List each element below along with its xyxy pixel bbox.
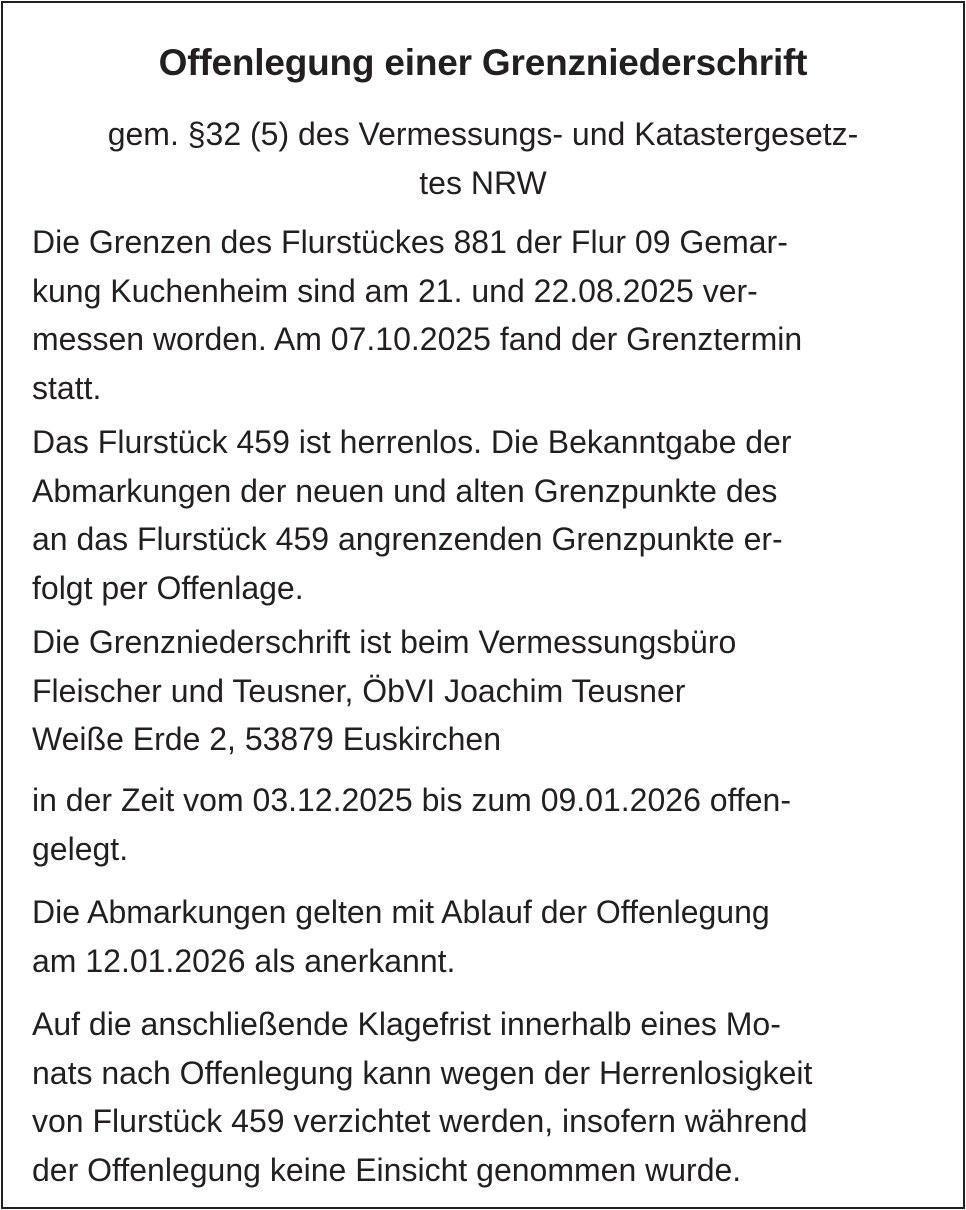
text-line: nats nach Offenlegung kann wegen der Herrenlosigkeit [32,1054,813,1091]
text-line: Die Abmarkungen gelten mit Ablauf der Offenlegung [32,894,770,930]
text-line: folgt per Offenlage. [32,569,304,606]
text-line: kung Kuchenheim sind am 21. und 22.08.2025 ver- [32,272,758,309]
text-line: statt. [32,369,102,406]
text-line: Die Grenzen des Flurstückes 881 der Flur 09 Gemar- [32,224,788,260]
notice-subtitle [40,110,926,208]
text-line: der Offenlegung keine Einsicht genommen wurde. [32,1151,742,1188]
paragraph-appeal-period [32,1000,944,1194]
paragraph-survey-dates [32,218,944,412]
paragraph-office-address [32,618,944,764]
paragraph-ownerless-parcel [32,418,944,612]
text-line: Das Flurstück 459 ist herrenlos. Die Bekanntgabe der [32,424,792,460]
paragraph-acceptance [32,888,944,985]
text-line: messen worden. Am 07.10.2025 fand der Grenztermin [32,321,803,357]
subtitle-line: tes NRW [419,165,547,201]
text-line: Weiße Erde 2, 53879 Euskirchen [32,721,501,757]
text-line: Auf die anschließende Klagefrist innerhalb eines Mo- [32,1006,781,1042]
text-line: gelegt. [32,830,129,867]
text-line: Abmarkungen der neuen und alten Grenzpunkte des [32,472,778,509]
text-line: am 12.01.2026 als anerkannt. [32,942,456,979]
text-line: in der Zeit vom 03.12.2025 bis zum 09.01.2026 offen- [32,782,791,818]
paragraph-display-period [32,776,944,873]
notice-title: Offenlegung einer Grenzniederschrift [158,42,808,83]
subtitle-line: gem. §32 (5) des Vermessungs- und Katastergesetz- [107,116,859,152]
text-line: von Flurstück 459 verzichtet werden, insofern während [32,1103,808,1139]
text-line: Fleischer und Teusner, ÖbVI Joachim Teusner [32,672,686,709]
text-line: Die Grenzniederschrift ist beim Vermessungsbüro [32,624,737,660]
text-line: an das Flurstück 459 angrenzenden Grenzpunkte er- [32,521,783,557]
